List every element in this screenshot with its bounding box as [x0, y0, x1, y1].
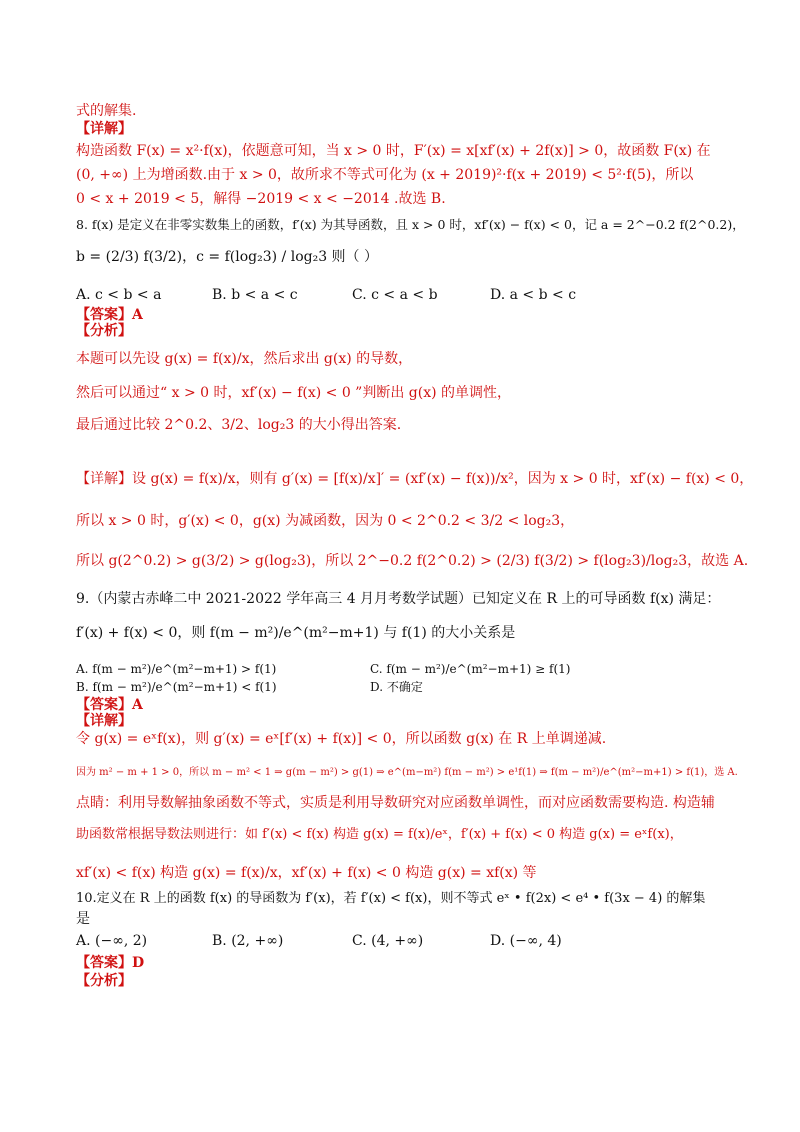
- q8-detail-line-2: 所以 x > 0 时，g′(x) < 0，g(x) 为减函数，因为 0 < 2^0.2 < 3/2 < log₂3，: [76, 513, 575, 529]
- q8-detail-line-1: 【详解】设 g(x) = f(x)/x，则有 g′(x) = [f(x)/x]′ = (xf′(x) − f(x))/x²，因为 x > 0 时，xf′(x) − f(x) < 0，: [76, 471, 754, 487]
- q9-detail-heading: 【详解】: [76, 713, 132, 729]
- q10-option-a: A. (−∞, 2): [76, 933, 148, 949]
- q8-analysis-line-3: 最后通过比较 2^0.2、3/2、log₂3 的大小得出答案.: [76, 417, 402, 433]
- detail-heading: 【详解】: [76, 121, 132, 137]
- q10-option-d: D. (−∞, 4): [490, 933, 562, 949]
- q8-detail-line-3: 所以 g(2^0.2) > g(3/2) > g(log₂3)，所以 2^−0.2 f(2^0.2) > (2/3) f(3/2) > f(log₂3)/log₂3，故选 A.: [76, 553, 749, 569]
- q8-option-c: C. c < a < b: [352, 287, 438, 303]
- q9-option-a: A. f(m − m²)/e^(m²−m+1) > f(1): [76, 662, 277, 676]
- q9-option-d: D. 不确定: [370, 680, 423, 694]
- prev-detail-line-3: 0 < x + 2019 < 5，解得 −2019 < x < −2014 .故选 B.: [76, 191, 446, 207]
- q9-detail-line-2: 因为 m² − m + 1 > 0，所以 m − m² < 1 ⇒ g(m − m²) > g(1) ⇒ e^(m−m²) f(m − m²) > e¹f(1) ⇒ f(m − m²)/e^(m²−m+1) > f(1)，选 A.: [76, 767, 738, 778]
- q9-detail-line-1: 令 g(x) = eˣf(x)，则 g′(x) = eˣ[f′(x) + f(x)] < 0，所以函数 g(x) 在 R 上单调递减.: [76, 731, 607, 747]
- q8-option-a: A. c < b < a: [76, 287, 162, 303]
- q10-answer: 【答案】D: [76, 955, 145, 971]
- q8-stem-line-2: b = (2/3) f(3/2)，c = f(log₂3) / log₂3 则（ ）: [76, 249, 379, 265]
- q10-analysis-heading: 【分析】: [76, 973, 132, 989]
- q8-option-d: D. a < b < c: [490, 287, 577, 303]
- q8-analysis-heading: 【分析】: [76, 323, 132, 339]
- q9-stem-line-1: 9.（内蒙古赤峰二中 2021-2022 学年高三 4 月月考数学试题）已知定义在 R 上的可导函数 f(x) 满足：: [76, 591, 721, 607]
- q8-analysis-line-2: 然后可以通过“ x > 0 时，xf′(x) − f(x) < 0 ”判断出 g(x) 的单调性，: [76, 385, 512, 401]
- q10-option-c: C. (4, +∞): [352, 933, 424, 949]
- q9-option-b: B. f(m − m²)/e^(m²−m+1) < f(1): [76, 680, 277, 694]
- q8-analysis-line-1: 本题可以先设 g(x) = f(x)/x，然后求出 g(x) 的导数，: [76, 351, 413, 367]
- q9-note-line-3: xf′(x) < f(x) 构造 g(x) = f(x)/x，xf′(x) + f(x) < 0 构造 g(x) = xf(x) 等: [76, 865, 537, 881]
- q10-stem-line-2: 是: [76, 911, 90, 927]
- q9-option-c: C. f(m − m²)/e^(m²−m+1) ≥ f(1): [370, 662, 571, 676]
- q8-answer: 【答案】A: [76, 307, 143, 323]
- prev-detail-line-1: 构造函数 F(x) = x²·f(x)，依题意可知，当 x > 0 时，F′(x) = x[xf′(x) + 2f(x)] > 0，故函数 F(x) 在: [76, 143, 711, 159]
- q10-option-b: B. (2, +∞): [212, 933, 284, 949]
- q8-option-b: B. b < a < c: [212, 287, 298, 303]
- q10-stem-line-1: 10.定义在 R 上的函数 f(x) 的导函数为 f′(x)，若 f′(x) < f(x)，则不等式 eˣ • f(2x) < e⁴ • f(3x − 4) 的解集: [76, 891, 706, 906]
- q9-note-line-1: 点睛：利用导数解抽象函数不等式，实质是利用导数研究对应函数单调性，而对应函数需要构造. 构造辅: [76, 795, 715, 811]
- prev-detail-line-2: (0, +∞) 上为增函数.由于 x > 0，故所求不等式可化为 (x + 2019)²·f(x + 2019) < 5²·f(5)，所以: [76, 167, 694, 183]
- q8-stem-line-1: 8. f(x) 是定义在非零实数集上的函数，f′(x) 为其导函数，且 x > 0 时，xf′(x) − f(x) < 0，记 a = 2^−0.2 f(2^0.2)，: [76, 217, 745, 232]
- q9-answer: 【答案】A: [76, 697, 143, 713]
- prev-solution-tail: 式的解集.: [76, 103, 137, 119]
- q9-stem-line-2: f′(x) + f(x) < 0，则 f(m − m²)/e^(m²−m+1) 与 f(1) 的大小关系是: [76, 625, 516, 641]
- q9-note-line-2: 助函数常根据导数法则进行：如 f′(x) < f(x) 构造 g(x) = f(x)/eˣ，f′(x) + f(x) < 0 构造 g(x) = eˣf(x)，: [76, 827, 683, 842]
